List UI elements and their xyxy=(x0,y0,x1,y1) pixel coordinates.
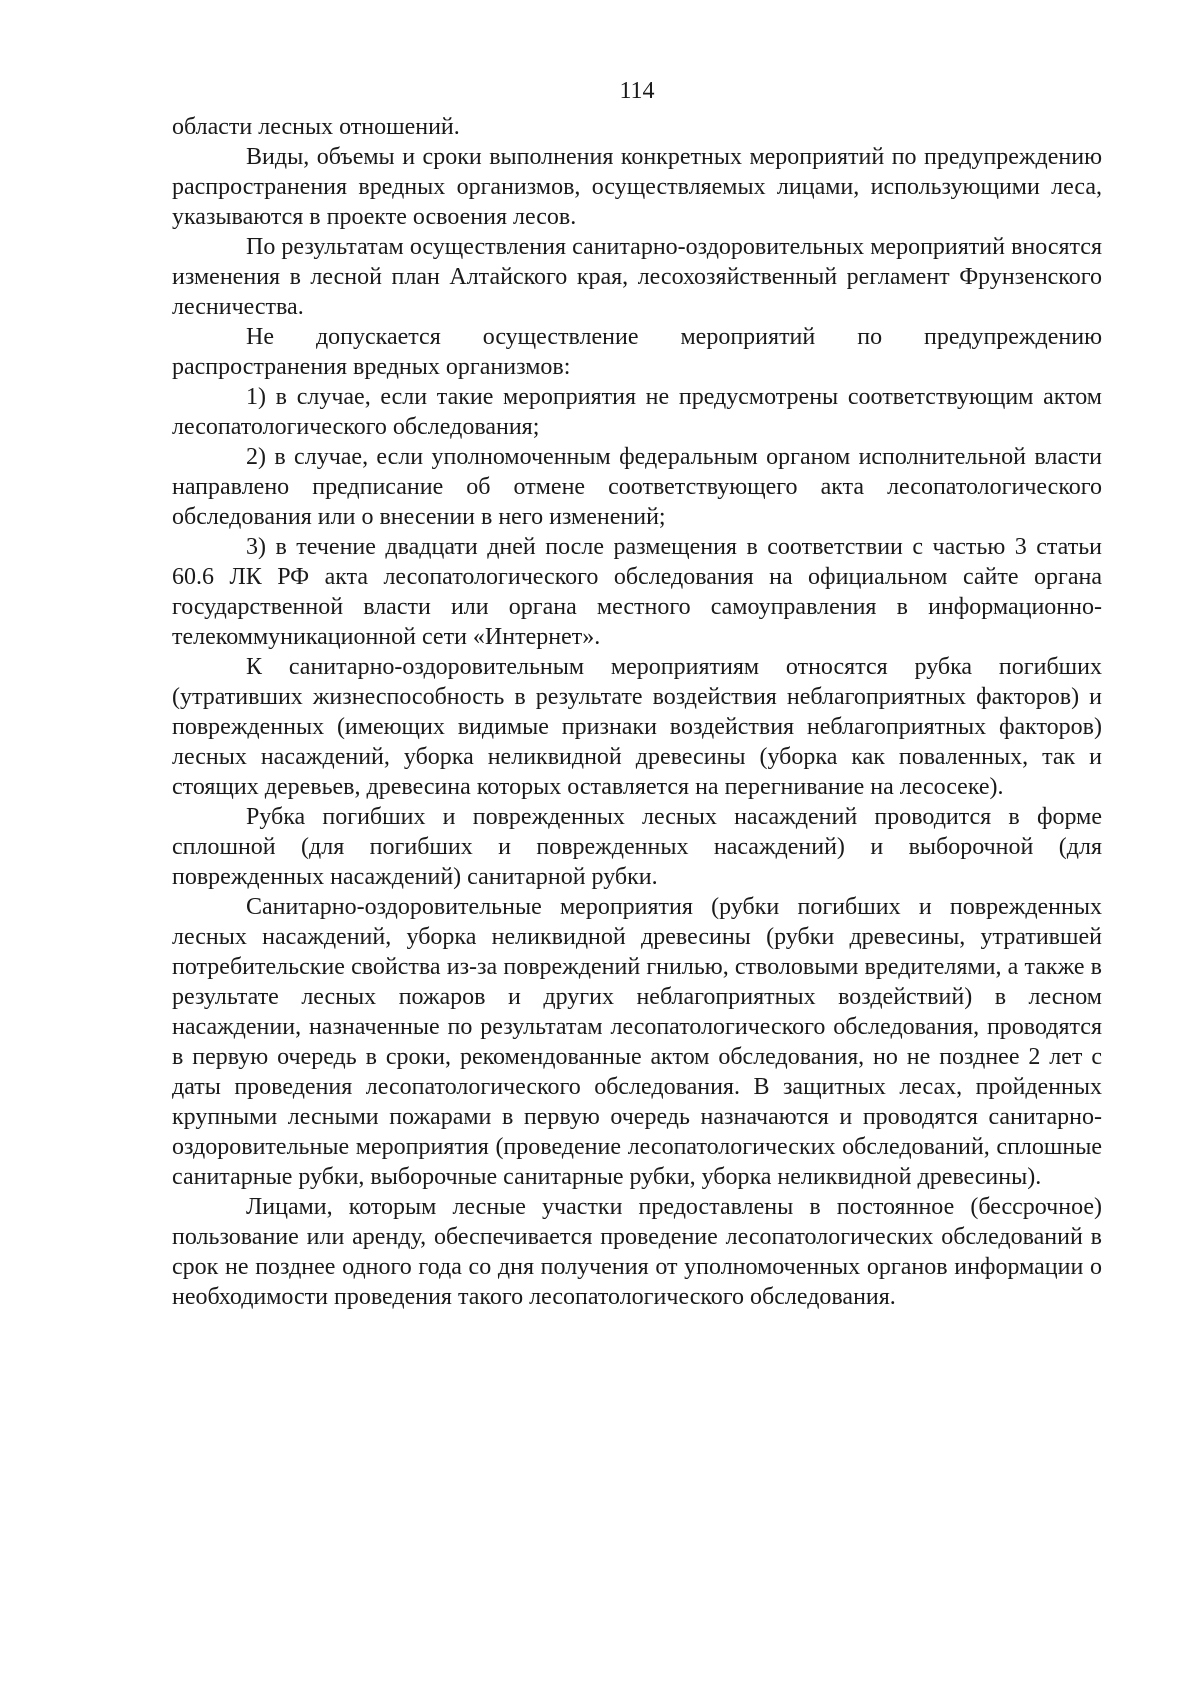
paragraph-continuation: области лесных отношений. xyxy=(172,114,460,140)
paragraph-felling-form: Рубка погибших и поврежденных лесных насаждений проводится в форме сплошной (для погибших и поврежденных насаждений) и выборочной (для поврежденных насаждений) санитарной рубки. xyxy=(172,804,1102,890)
paragraph-lease-holders: Лицами, которым лесные участки предоставлены в постоянное (бессрочное) пользование или аренду, обеспечивается проведение лесопатологических обследований в срок не позднее одного года со дня получения от уполномоченных органов информации о необходимости проведения такого лесопатологического обследования. xyxy=(172,1194,1102,1310)
paragraph-measures-include: К санитарно-оздоровительным мероприятиям относятся рубка погибших (утративших жизнеспособность в результате воздействия неблагоприятных факторов) и поврежденных (имеющих видимые признаки воздействия неблагоприятных факторов) лесных насаждений, уборка неликвидной древесины (уборка как поваленных, так и стоящих деревьев, древесина которых оставляется на перегнивание на лесосеке). xyxy=(172,654,1102,800)
list-item-2: 2) в случае, если уполномоченным федеральным органом исполнительной власти направлено предписание об отмене соответствующего акта лесопатологического обследования или о внесении в него изменений; xyxy=(172,444,1102,530)
paragraph-types-volumes: Виды, объемы и сроки выполнения конкретных мероприятий по предупреждению распространения вредных организмов, осуществляемых лицами, использующими леса, указываются в проекте освоения лесов. xyxy=(172,144,1102,230)
list-item-3: 3) в течение двадцати дней после размещения в соответствии с частью 3 статьи 60.6 ЛК РФ акта лесопатологического обследования на официальном сайте органа государственной власти или органа местного самоуправления в информационно-телекоммуникационной сети «Интернет». xyxy=(172,534,1102,650)
paragraph-not-allowed: Не допускается осуществление мероприятий по предупреждению распространения вредных организмов: xyxy=(172,324,1102,380)
paragraph-sanitary-measures: Санитарно-оздоровительные мероприятия (рубки погибших и поврежденных лесных насаждений, уборка неликвидной древесины (рубки древесины, утратившей потребительские свойства из-за повреждений гнилью, стволовыми вредителями, а также в результате лесных пожаров и других неблагоприятных воздействий) в лесном насаждении, назначенные по результатам лесопатологического обследования, проводятся в первую очередь в сроки, рекомендованные актом обследования, но не позднее 2 лет с даты проведения лесопатологического обследования. В защитных лесах, пройденных крупными лесными пожарами в первую очередь назначаются и проводятся санитарно-оздоровительные мероприятия (проведение лесопатологических обследований, сплошные санитарные рубки, выборочные санитарные рубки, уборка неликвидной древесины). xyxy=(172,894,1102,1190)
list-item-1: 1) в случае, если такие мероприятия не предусмотрены соответствующим актом лесопатологического обследования; xyxy=(172,384,1102,440)
paragraph-results: По результатам осуществления санитарно-оздоровительных мероприятий вносятся изменения в лесной план Алтайского края, лесохозяйственный регламент Фрунзенского лесничества. xyxy=(172,234,1102,320)
page-number: 114 xyxy=(619,78,655,104)
